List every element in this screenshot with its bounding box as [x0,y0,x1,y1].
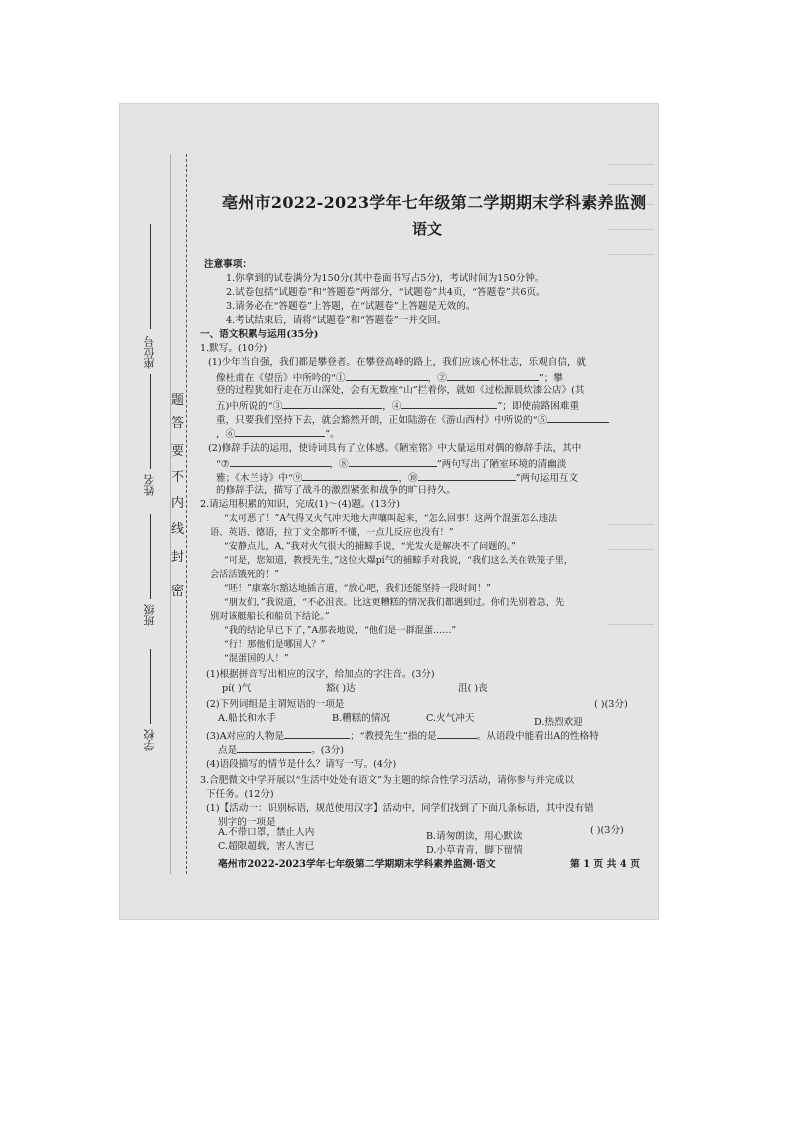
passage-line: 语、英语、德语，拉丁文全都听不懂，一点儿反应也没有！” [210,527,454,538]
option[interactable]: B.糟糕的情况 [332,713,391,724]
name-label: 姓名 [143,474,156,496]
section-heading: 一、语文积累与运用(35分) [200,329,319,340]
passage-line: “行！那他们是哪国人？” [224,639,326,650]
school-blank[interactable] [150,649,151,724]
note-item: 3.请务必在“答题卷”上答题，在“试题卷”上答题是无效的。 [226,301,476,312]
class-label: 班级 [143,604,156,626]
q2-sub4: (4)语段描写的情节是什么？请写一写。(4分) [206,759,397,770]
passage-line: “混蛋国的人！” [224,653,289,664]
binding-rule [170,154,171,874]
passage-line: 别对该艇船长和船员下结论。” [210,611,330,622]
page-number: 第 1 页 共 4 页 [570,859,640,870]
seal-char: 要 [171,444,185,459]
q2-pinyin-item[interactable]: 豁( )达 [326,683,356,694]
name-blank[interactable] [150,374,151,469]
option[interactable]: C.火气冲天 [426,713,475,724]
subject-title: 语文 [412,220,443,238]
q2-pinyin-item[interactable]: pí( )气 [222,683,252,694]
seal-char: 密 [171,584,185,599]
answer-blank[interactable] [349,456,437,467]
question-3-head: 3.合肥微文中学开展以“生活中处处有语文”为主题的综合性学习活动，请你参与并完成以 [200,775,574,786]
seal-char: 答 [171,416,185,431]
answer-blank[interactable] [230,456,330,467]
page-footer: 亳州市2022-2023学年七年级第二学期期末学科素养监测·语文 [218,859,496,870]
q1-line: (2)修辞手法的运用，使诗词具有了立体感。《陋室铭》中大量运用对偶的修辞手法，其中 [208,443,582,454]
school-label: 学校 [143,729,156,751]
seal-dashed-line [186,154,187,874]
q1-line: ，⑥ ”。 [216,426,340,441]
option[interactable]: A.船长和水手 [218,713,276,724]
answer-blank[interactable] [282,398,382,409]
q1-line: 像杜甫在《望岳》中所吟的“① ，② ”；攀 [216,370,563,385]
q2-sub1: (1)根据拼音写出相应的汉字，给加点的字注音。(3分) [206,669,435,680]
q2-sub2-score: ( )(3分) [594,699,628,710]
answer-blank[interactable] [235,426,325,437]
note-item: 1.你拿到的试卷满分为150分(其中卷面书写占5分)，考试时间为150分钟。 [226,273,545,284]
answer-blank[interactable] [284,728,350,739]
answer-blank[interactable] [547,412,609,423]
exam-title: 亳州市2022-2023学年七年级第二学期期末学科素养监测 [222,193,647,212]
answer-blank[interactable] [346,370,428,381]
answer-blank[interactable] [302,470,398,481]
answer-blank[interactable] [447,370,539,381]
q2-sub3: (3)A对应的人物是 ；“教授先生”指的是 。从语段中能看出A的性格特 [206,728,599,743]
q1-line: “⑦ ，⑧ ”两句写出了陋室环境的清幽淡 [216,456,566,471]
seat-number-blank[interactable] [150,224,151,329]
notes-heading: 注意事项： [204,259,252,270]
q1-line: 五)中所说的“③ ，④ ”；即使前路困难重 [216,398,579,413]
option[interactable]: D.小草青青，脚下留情 [426,845,523,856]
option[interactable]: D.热烈欢迎 [534,717,583,728]
note-item: 2.试卷包括“试题卷”和“答题卷”两部分，“试题卷”共4页，“答题卷”共6页。 [226,287,546,298]
seal-char: 不 [171,470,185,485]
q3-activity1: (1)【活动一：识别标语，规范使用汉字】活动中，同学们找到了下面几条标语，其中没有错 [206,803,594,814]
passage-line: “安静点儿，A，”我对火气很大的捕鲸手说，“光发火是解决不了问题的。” [224,541,516,552]
answer-blank[interactable] [237,742,311,753]
option[interactable]: C.超限超载，害人害已 [218,841,315,852]
answer-blank[interactable] [418,470,516,481]
passage-line: “太可恶了！”A气得又火气冲天地大声嚷叫起来，“怎么回事！这两个混蛋怎么违法 [224,513,558,524]
q1-line: 的修辞手法，描写了战斗的激烈紧张和战争的旷日持久。 [216,485,456,496]
option[interactable]: B.请匆朗读，用心默读 [426,831,523,842]
exam-paper [120,104,658,919]
q2-sub2: (2)下列词组是主谓短语的一项是 [206,699,345,710]
question-3-head-cont: 下任务。(12分) [206,789,274,800]
passage-line: “朋友们，”我说道，“不必沮丧。比这更糟糕的情况我们都遇到过。你们先别着急，先 [224,597,565,608]
seal-char: 线 [171,522,185,537]
answer-blank[interactable] [401,398,497,409]
option[interactable]: A.不带口罩，禁止人内 [218,827,315,838]
seat-number-label: 座位号 [143,336,156,369]
q2-pinyin-item[interactable]: 沮( )丧 [458,683,488,694]
class-blank[interactable] [150,514,151,599]
q1-line: 登的过程犹如行走在万山深处，会有无数座“山”拦着你，就如《过松源晨炊漆公店》(其 [216,385,585,396]
q3-activity1-cont: 别字的一项是 [218,817,276,828]
q2-sub3-cont: 点是 。(3分) [218,742,344,757]
question-2-head: 2.请运用积累的知识，完成(1)～(4)题。(13分) [200,499,400,510]
q3-activity1-score: ( )(3分) [590,825,624,836]
answer-blank[interactable] [437,728,477,739]
q1-line: 雅；《木兰诗》中“⑨ ，⑩ ”两句运用互文 [216,470,578,485]
question-1-head: 1.默写。(10分) [200,343,268,354]
passage-line: “呸！”康塞尔豁达地插言道，“放心吧，我们还能坚持一段时间！” [224,583,491,594]
passage-line: 会活活饿死的！” [210,569,280,580]
passage-line: “我的结论早已下了，”A那表地说，“他们是一群混蛋……” [224,625,457,636]
q1-line: (1)少年当自强，我们都是攀登者。在攀登高峰的路上，我们应该心怀壮志，乐观自信，就 [208,357,587,368]
seal-char: 题 [171,393,185,408]
seal-char: 封 [171,550,185,565]
q1-line: 重，只要我们坚持下去，就会豁然开朗，正如陆游在《游山西村》中所说的“⑤ [216,412,609,427]
note-item: 4.考试结束后，请将“试题卷”和“答题卷”一并交回。 [226,315,447,326]
passage-line: “可是，您知道，教授先生，”这位火爆pí气的捕鲸手对我说，“我们这么关在铁笼子里， [224,555,574,566]
seal-char: 内 [171,496,185,511]
